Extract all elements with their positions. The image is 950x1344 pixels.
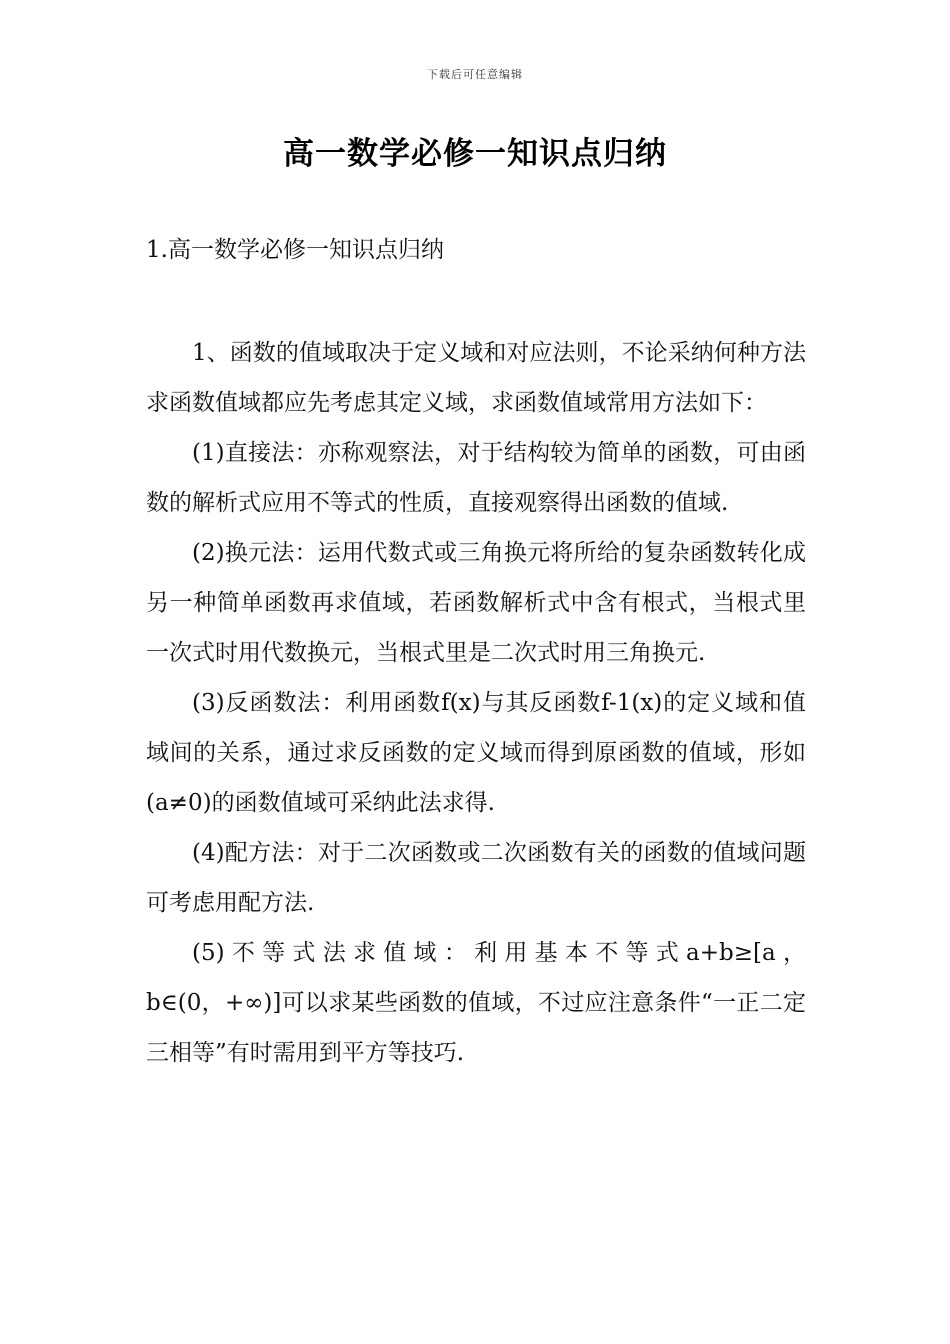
paragraph-inverse-function-method: (3)反函数法：利用函数f(x)与其反函数f-1(x)的定义域和值域间的关系，通过求反函数的定义域而得到原函数的值域，形如(a≠0)的函数值域可采纳此法求得. (146, 690, 806, 816)
document-body (146, 328, 806, 1078)
paragraph-direct-method: (1)直接法：亦称观察法，对于结构较为简单的函数，可由函数的解析式应用不等式的性质，直接观察得出函数的值域. (146, 440, 806, 516)
document-title: 高一数学必修一知识点归纳 (283, 136, 667, 172)
header-note: 下载后可任意编辑 (427, 68, 523, 81)
paragraph-inequality-method: (5)不等式法求值域：利用基本不等式a+b≥[a，b∈(0，+∞)]可以求某些函数的值域，不过应注意条件“一正二定三相等”有时需用到平方等技巧. (146, 940, 806, 1066)
section-heading: 1.高一数学必修一知识点归纳 (146, 237, 444, 263)
paragraph-range-methods-intro: 1、函数的值域取决于定义域和对应法则，不论采纳何种方法求函数值域都应先考虑其定义域，求函数值域常用方法如下： (146, 340, 806, 416)
paragraph-substitution-method: (2)换元法：运用代数式或三角换元将所给的复杂函数转化成另一种简单函数再求值域，若函数解析式中含有根式，当根式里一次式时用代数换元，当根式里是二次式时用三角换元. (146, 540, 806, 666)
paragraph-completing-square-method: (4)配方法：对于二次函数或二次函数有关的函数的值域问题可考虑用配方法. (146, 840, 806, 916)
